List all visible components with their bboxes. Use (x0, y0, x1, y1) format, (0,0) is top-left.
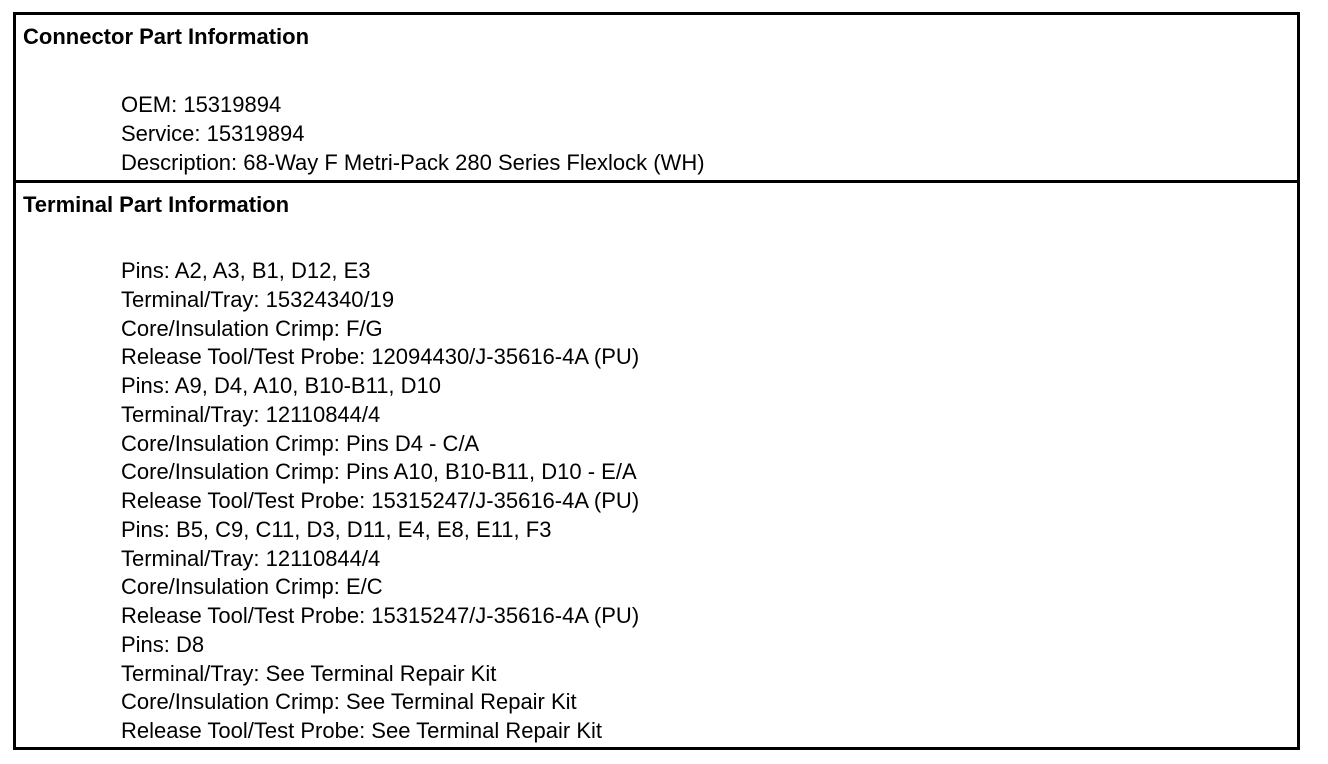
terminal-part-line: Terminal/Tray: 12110844/4 (121, 401, 381, 427)
terminal-part-line: Pins: B5, C9, C11, D3, D11, E4, E8, E11, F3 (121, 516, 552, 542)
connector-part-line: Description: 68-Way F Metri-Pack 280 Series Flexlock (WH) (121, 149, 705, 175)
terminal-part-line: Release Tool/Test Probe: See Terminal Repair Kit (121, 718, 602, 743)
terminal-part-line: Release Tool/Test Probe: 12094430/J-35616-4A (PU) (121, 344, 640, 370)
connector-info-table (13, 12, 1300, 750)
terminal-part-section (16, 183, 1297, 747)
terminal-part-line: Core/Insulation Crimp: See Terminal Repair Kit (121, 689, 577, 715)
terminal-part-line: Release Tool/Test Probe: 15315247/J-35616-4A (PU) (121, 603, 640, 628)
terminal-part-line: Core/Insulation Crimp: Pins D4 - C/A (121, 430, 480, 456)
connector-part-section (16, 15, 1297, 183)
terminal-part-line: Core/Insulation Crimp: Pins A10, B10-B11, D10 - E/A (121, 459, 637, 485)
terminal-part-line: Pins: A2, A3, B1, D12, E3 (121, 258, 371, 283)
connector-part-line: OEM: 15319894 (121, 92, 282, 117)
connector-part-title: Connector Part Information (23, 24, 310, 49)
terminal-part-line: Release Tool/Test Probe: 15315247/J-35616-4A (PU) (121, 488, 640, 513)
terminal-part-line: Terminal/Tray: 12110844/4 (121, 545, 381, 571)
terminal-part-line: Pins: A9, D4, A10, B10-B11, D10 (121, 373, 442, 398)
terminal-part-line: Pins: D8 (121, 631, 205, 657)
terminal-part-line: Core/Insulation Crimp: F/G (121, 315, 383, 341)
terminal-part-line: Terminal/Tray: See Terminal Repair Kit (121, 660, 497, 686)
terminal-part-line: Core/Insulation Crimp: E/C (121, 574, 383, 600)
terminal-part-list (121, 257, 639, 746)
terminal-part-line: Terminal/Tray: 15324340/19 (121, 286, 395, 312)
connector-part-list (121, 91, 705, 177)
terminal-part-title: Terminal Part Information (23, 192, 290, 217)
connector-part-line: Service: 15319894 (121, 120, 305, 146)
